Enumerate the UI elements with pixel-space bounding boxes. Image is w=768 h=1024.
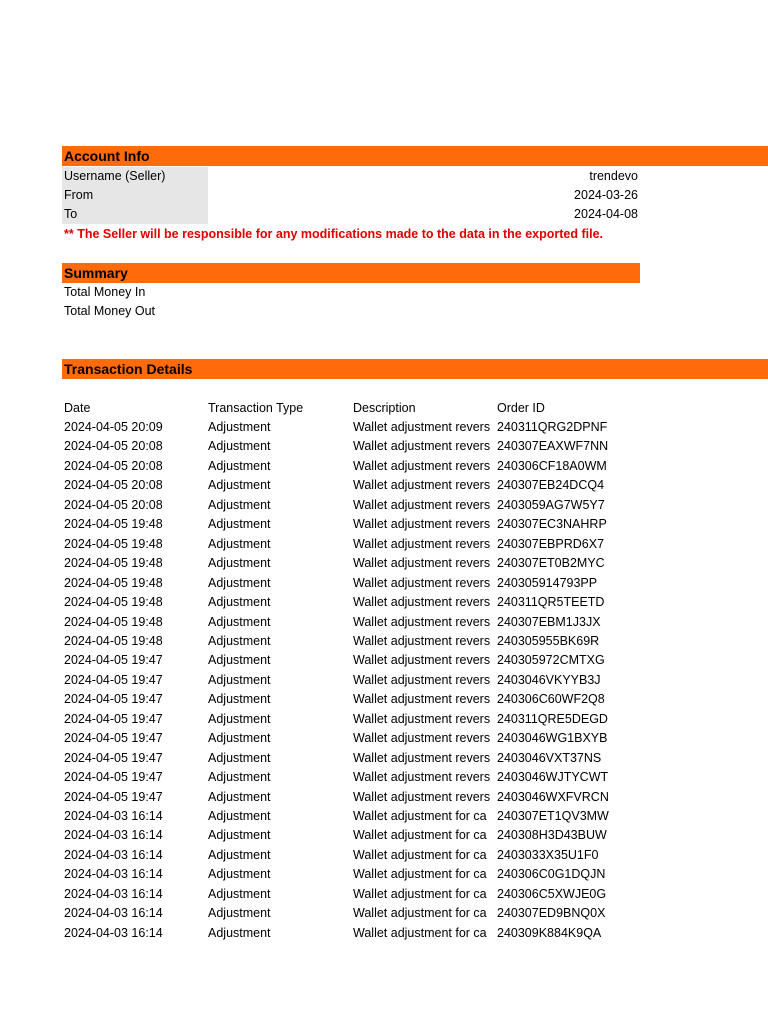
table-row [0, 885, 768, 905]
username-label[interactable]: Username (Seller) [62, 167, 208, 186]
cell-transaction-type[interactable]: Adjustment [208, 809, 271, 823]
cell-transaction-type[interactable]: Adjustment [208, 789, 271, 804]
cell-order-id[interactable]: 240311QR5TEETD [497, 595, 605, 610]
cell-order-id[interactable]: 240308H3D43BUW [497, 828, 607, 843]
cell-description[interactable]: Wallet adjustment for ca [353, 886, 487, 901]
transaction-details-header: Transaction Details [62, 359, 768, 379]
cell-date[interactable]: 2024-04-05 19:47 [64, 789, 163, 804]
cell-order-id[interactable]: 240309K884K9QA [497, 925, 602, 940]
cell-date[interactable]: 2024-04-03 16:14 [64, 886, 163, 901]
cell-transaction-type[interactable]: Adjustment [208, 653, 271, 668]
table-row [0, 865, 768, 885]
cell-transaction-type[interactable]: Adjustment [208, 439, 271, 454]
cell-description[interactable]: Wallet adjustment revers [353, 536, 491, 551]
cell-transaction-type[interactable]: Adjustment [208, 420, 271, 434]
cell-date[interactable]: 2024-04-05 19:47 [64, 750, 163, 765]
cell-date[interactable]: 2024-04-05 20:08 [64, 458, 163, 473]
cell-description[interactable]: Wallet adjustment revers [353, 556, 491, 571]
cell-description[interactable]: Wallet adjustment revers [353, 770, 491, 785]
table-row [0, 457, 768, 477]
summary-header: Summary [62, 263, 640, 283]
table-row [0, 710, 768, 730]
cell-date[interactable]: 2024-04-03 16:14 [64, 867, 163, 882]
cell-date[interactable]: 2024-04-05 20:08 [64, 497, 163, 512]
cell-transaction-type[interactable]: Adjustment [208, 595, 271, 610]
table-row [0, 437, 768, 457]
cell-description[interactable]: Wallet adjustment revers [353, 672, 491, 687]
cell-order-id[interactable]: 240307EAXWF7NN [497, 439, 609, 454]
cell-date[interactable]: 2024-04-05 19:48 [64, 633, 163, 648]
cell-transaction-type[interactable]: Adjustment [208, 575, 271, 590]
cell-date[interactable]: 2024-04-05 19:48 [64, 536, 163, 551]
table-row [0, 651, 768, 671]
cell-order-id[interactable]: 240307EB24DCQ4 [497, 478, 605, 493]
cell-description[interactable]: Wallet adjustment revers [353, 420, 491, 434]
cell-description[interactable]: Wallet adjustment for ca [353, 809, 487, 823]
cell-description[interactable]: Wallet adjustment revers [353, 731, 491, 746]
cell-date[interactable]: 2024-04-05 20:08 [64, 478, 163, 493]
cell-order-id[interactable]: 240306CF18A0WM [497, 458, 607, 473]
table-row [0, 535, 768, 555]
cell-date[interactable]: 2024-04-05 19:47 [64, 711, 163, 726]
table-row [0, 496, 768, 516]
cell-description[interactable]: Wallet adjustment revers [353, 439, 491, 454]
cell-order-id[interactable]: 240311QRE5DEGD [497, 711, 608, 726]
to-label[interactable]: To [62, 205, 208, 224]
cell-transaction-type[interactable]: Adjustment [208, 536, 271, 551]
table-row [0, 904, 768, 924]
table-row [0, 476, 768, 496]
cell-description[interactable]: Wallet adjustment for ca [353, 867, 487, 882]
cell-date[interactable]: 2024-04-03 16:14 [64, 809, 163, 823]
total-money-out-label[interactable]: Total Money Out [64, 304, 156, 318]
cell-date[interactable]: 2024-04-05 19:48 [64, 595, 163, 610]
cell-description[interactable]: Wallet adjustment revers [353, 575, 491, 590]
cell-date[interactable]: 2024-04-03 16:14 [64, 847, 163, 862]
cell-transaction-type[interactable]: Adjustment [208, 633, 271, 648]
cell-order-id[interactable]: 240306C5XWJE0G [497, 886, 607, 901]
table-row [0, 729, 768, 749]
to-value[interactable]: 2024-04-08 [574, 207, 638, 221]
table-row [0, 749, 768, 769]
cell-order-id[interactable]: 240306C60WF2Q8 [497, 692, 605, 707]
cell-order-id[interactable]: 240307EC3NAHRP [497, 517, 607, 532]
from-value[interactable]: 2024-03-26 [574, 188, 638, 202]
cell-description[interactable]: Wallet adjustment for ca [353, 847, 487, 862]
cell-transaction-type[interactable]: Adjustment [208, 867, 271, 882]
table-row [0, 418, 768, 438]
table-row [0, 515, 768, 535]
cell-order-id[interactable]: 240306C0G1DQJN [497, 867, 606, 882]
cell-date[interactable]: 2024-04-05 19:48 [64, 575, 163, 590]
cell-order-id[interactable]: 240307ED9BNQ0X [497, 906, 606, 921]
cell-date[interactable]: 2024-04-03 16:14 [64, 906, 163, 921]
table-row [0, 671, 768, 691]
cell-transaction-type[interactable]: Adjustment [208, 556, 271, 571]
cell-order-id[interactable]: 2403033X35U1F0 [497, 847, 599, 862]
column-header-description[interactable]: Description [353, 401, 416, 415]
cell-date[interactable]: 2024-04-03 16:14 [64, 925, 163, 940]
cell-order-id[interactable]: 240305972CMTXG [497, 653, 605, 668]
cell-transaction-type[interactable]: Adjustment [208, 847, 271, 862]
cell-transaction-type[interactable]: Adjustment [208, 731, 271, 746]
table-row [0, 846, 768, 866]
cell-date[interactable]: 2024-04-03 16:14 [64, 828, 163, 843]
cell-date[interactable]: 2024-04-05 19:47 [64, 692, 163, 707]
table-row [0, 924, 768, 944]
cell-order-id[interactable]: 240305914793PP [497, 575, 598, 590]
cell-description[interactable]: Wallet adjustment revers [353, 750, 491, 765]
cell-date[interactable]: 2024-04-05 19:47 [64, 770, 163, 785]
column-header-transaction-type[interactable]: Transaction Type [208, 401, 304, 415]
cell-date[interactable]: 2024-04-05 19:47 [64, 672, 163, 687]
cell-description[interactable]: Wallet adjustment for ca [353, 925, 487, 940]
cell-description[interactable]: Wallet adjustment revers [353, 692, 491, 707]
cell-description[interactable]: Wallet adjustment revers [353, 614, 491, 629]
cell-transaction-type[interactable]: Adjustment [208, 886, 271, 901]
cell-transaction-type[interactable]: Adjustment [208, 497, 271, 512]
cell-order-id[interactable]: 240307ET1QV3MW [497, 809, 609, 823]
cell-order-id[interactable]: 240311QRG2DPNF [497, 420, 608, 434]
cell-order-id[interactable]: 2403046WG1BXYB [497, 731, 608, 746]
cell-transaction-type[interactable]: Adjustment [208, 478, 271, 493]
cell-description[interactable]: Wallet adjustment revers [353, 478, 491, 493]
table-row [0, 690, 768, 710]
cell-date[interactable]: 2024-04-05 19:48 [64, 517, 163, 532]
cell-transaction-type[interactable]: Adjustment [208, 711, 271, 726]
cell-description[interactable]: Wallet adjustment revers [353, 789, 491, 804]
cell-order-id[interactable]: 2403046WXFVRCN [497, 789, 609, 804]
table-row [0, 788, 768, 808]
username-value[interactable]: trendevo [589, 169, 638, 183]
cell-description[interactable]: Wallet adjustment revers [353, 711, 491, 726]
cell-transaction-type[interactable]: Adjustment [208, 925, 271, 940]
column-header-date[interactable]: Date [64, 401, 91, 415]
table-row [0, 574, 768, 594]
transaction-table-header [0, 399, 768, 419]
cell-date[interactable]: 2024-04-05 19:47 [64, 653, 163, 668]
cell-description[interactable]: Wallet adjustment for ca [353, 906, 487, 921]
cell-transaction-type[interactable]: Adjustment [208, 906, 271, 921]
table-row [0, 613, 768, 633]
from-label[interactable]: From [62, 186, 208, 205]
cell-description[interactable]: Wallet adjustment revers [353, 595, 491, 610]
account-info-header: Account Info [62, 146, 768, 166]
cell-order-id[interactable]: 2403046WJTYCWT [497, 770, 609, 785]
cell-transaction-type[interactable]: Adjustment [208, 770, 271, 785]
cell-order-id[interactable]: 2403059AG7W5Y7 [497, 497, 605, 512]
cell-order-id[interactable]: 2403046VKYYB3J [497, 672, 601, 687]
table-row [0, 807, 768, 827]
cell-transaction-type[interactable]: Adjustment [208, 692, 271, 707]
table-row [0, 632, 768, 652]
cell-order-id[interactable]: 240307EBM1J3JX [497, 614, 601, 629]
cell-date[interactable]: 2024-04-05 20:08 [64, 439, 163, 454]
modification-warning: ** The Seller will be responsible for any modifications made to the data in the exported file. [64, 227, 604, 241]
table-row [0, 593, 768, 613]
cell-date[interactable]: 2024-04-05 19:48 [64, 614, 163, 629]
cell-transaction-type[interactable]: Adjustment [208, 750, 271, 765]
column-header-order-id[interactable]: Order ID [497, 401, 545, 415]
cell-transaction-type[interactable]: Adjustment [208, 458, 271, 473]
cell-transaction-type[interactable]: Adjustment [208, 614, 271, 629]
cell-description[interactable]: Wallet adjustment revers [353, 653, 491, 668]
cell-transaction-type[interactable]: Adjustment [208, 672, 271, 687]
cell-date[interactable]: 2024-04-05 19:48 [64, 556, 163, 571]
cell-order-id[interactable]: 2403046VXT37NS [497, 750, 602, 765]
cell-description[interactable]: Wallet adjustment revers [353, 497, 491, 512]
cell-order-id[interactable]: 240307ET0B2MYC [497, 556, 605, 571]
cell-order-id[interactable]: 240307EBPRD6X7 [497, 536, 605, 551]
cell-description[interactable]: Wallet adjustment revers [353, 517, 491, 532]
cell-description[interactable]: Wallet adjustment revers [353, 633, 491, 648]
cell-description[interactable]: Wallet adjustment for ca [353, 828, 487, 843]
cell-description[interactable]: Wallet adjustment revers [353, 458, 491, 473]
cell-transaction-type[interactable]: Adjustment [208, 828, 271, 843]
total-money-in-label[interactable]: Total Money In [64, 285, 146, 299]
cell-date[interactable]: 2024-04-05 20:09 [64, 420, 163, 434]
table-row [0, 768, 768, 788]
table-row [0, 554, 768, 574]
cell-order-id[interactable]: 240305955BK69R [497, 633, 600, 648]
cell-transaction-type[interactable]: Adjustment [208, 517, 271, 532]
cell-date[interactable]: 2024-04-05 19:47 [64, 731, 163, 746]
table-row [0, 826, 768, 846]
